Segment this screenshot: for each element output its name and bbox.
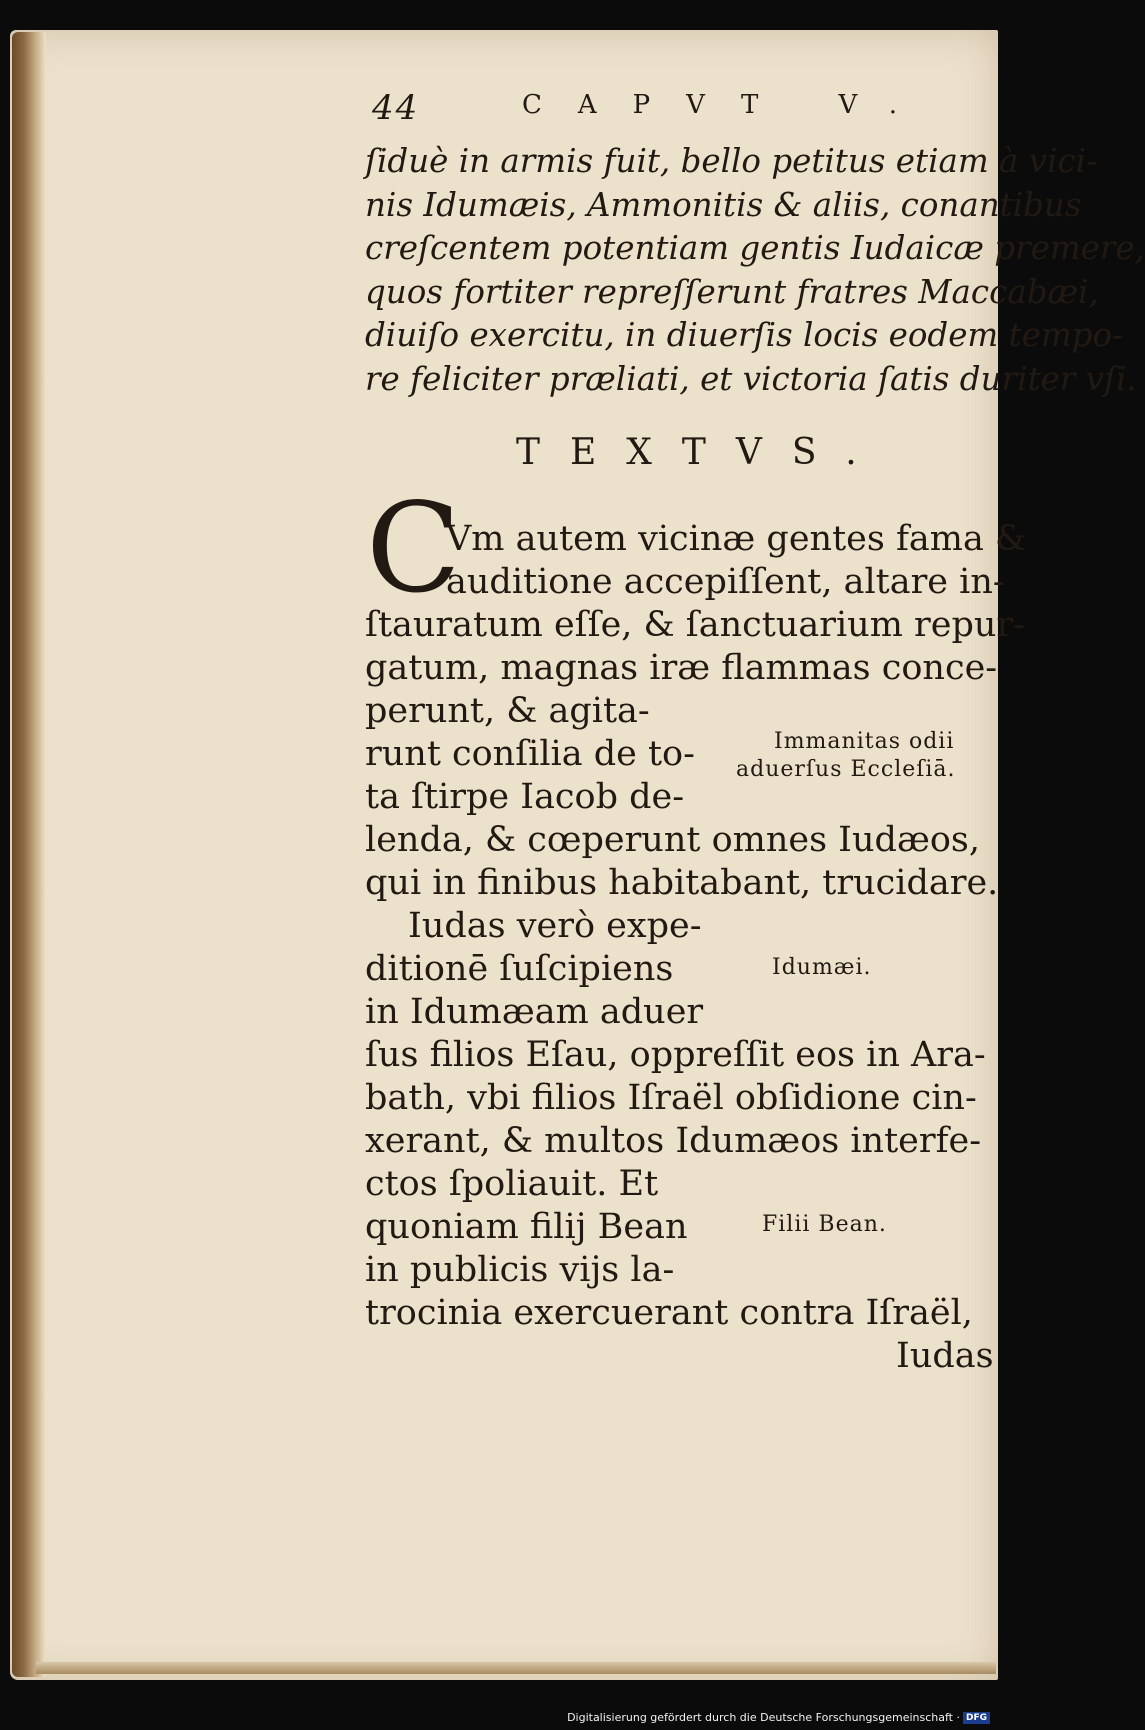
text-line: ctos ſpoliauit. Et xyxy=(365,1164,659,1204)
page-header xyxy=(372,88,940,128)
section-title: TEXTVS. xyxy=(516,432,887,473)
margin-note: Immanitas odii xyxy=(774,729,955,754)
margin-note: Idumæi. xyxy=(772,955,872,980)
text-line: ſus filios Eſau, oppreſſit eos in Ara- xyxy=(365,1035,986,1075)
summary-line: creſcentem potentiam gentis Iudaicæ premere, xyxy=(365,229,1145,267)
dfg-logo: DFG xyxy=(963,1712,990,1724)
text-line: ſtauratum eſſe, & ſanctuarium repur- xyxy=(365,605,1025,645)
margin-note: Filii Bean. xyxy=(762,1212,887,1237)
summary-line: nis Idumæis, Ammonitis & aliis, conantibus xyxy=(365,185,1082,224)
text-line: Vm autem vicinæ gentes fama & xyxy=(446,519,1027,559)
margin-note: aduerſus Eccleſiā. xyxy=(736,757,956,782)
drop-cap: C xyxy=(366,477,461,621)
page-bottom-edge xyxy=(36,1662,996,1674)
text-line: Iudas verò expe- xyxy=(408,906,702,946)
text-line: gatum, magnas iræ flammas conce- xyxy=(365,648,998,688)
text-line: trocinia exercuerant contra Iſraël, xyxy=(365,1293,973,1333)
page-number: 44 xyxy=(372,88,420,128)
digitization-credit xyxy=(567,1711,990,1724)
text-line: auditione accepiſſent, altare in- xyxy=(446,562,1005,602)
text-line: lenda, & cœperunt omnes Iudæos, xyxy=(365,820,981,860)
text-line: in publicis vijs la- xyxy=(365,1250,675,1290)
text-line: xerant, & multos Idumæos interfe- xyxy=(365,1121,982,1161)
text-line: ditionē ſuſcipiens xyxy=(365,949,674,989)
summary-line: diuiſo exercitu, in diuerſis locis eodem tempo- xyxy=(365,316,1124,354)
text-line: qui in finibus habitabant, trucidare. xyxy=(365,863,999,903)
text-line: runt conſilia de to- xyxy=(365,734,695,774)
text-line: in Idumæam aduer xyxy=(365,992,704,1032)
text-line: bath, vbi filios Iſraël obſidione cin- xyxy=(365,1078,977,1118)
text-line: Iudas xyxy=(896,1336,994,1376)
text-line: quoniam filij Bean xyxy=(365,1207,688,1247)
text-line: perunt, & agita- xyxy=(365,691,650,731)
credit-text: Digitalisierung gefördert durch die Deutsche Forschungsgemeinschaft · xyxy=(567,1711,960,1724)
summary-line: quos fortiter repreſſerunt fratres Maccabæi, xyxy=(365,272,1099,311)
book-spine-edge xyxy=(12,32,46,1677)
summary-line: ſiduè in armis fuit, bello petitus etiam à vici- xyxy=(365,142,1098,180)
text-line: ta ſtirpe Iacob de- xyxy=(365,777,685,817)
running-title: CAPVT V. xyxy=(522,90,934,120)
summary-line: re feliciter præliati, et victoria ſatis duriter vſi. xyxy=(365,359,1137,398)
chapter-summary xyxy=(365,140,1145,401)
